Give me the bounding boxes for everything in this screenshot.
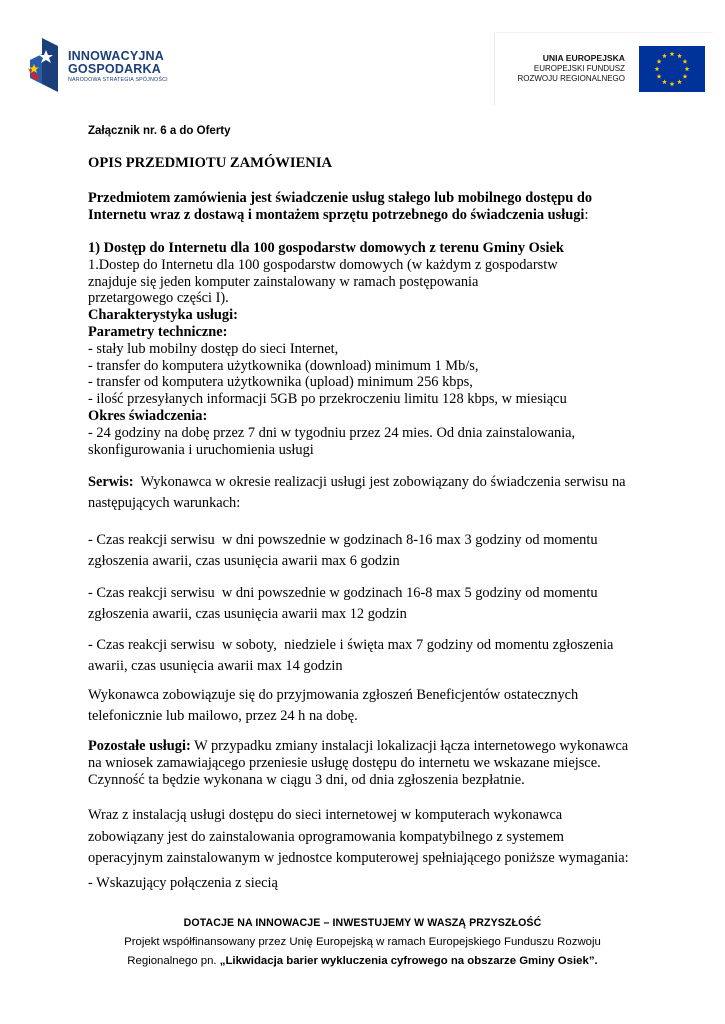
period-line1: - 24 godziny na dobę przez 7 dni w tygodniu przez 24 mies. Od dnia zainstalowania,: [88, 424, 576, 441]
ig-logo-mark-icon: [28, 38, 60, 92]
annex-label: Załącznik nr. 6 a do Oferty: [88, 125, 231, 137]
eu-flag-icon: [639, 46, 705, 92]
condition2-line1: - Czas reakcji serwisu w dni powszednie w godzinach 16-8 max 5 godziny od momentu: [88, 585, 598, 601]
requirement-item: - Wskazujący połączenia z siecią: [88, 875, 278, 891]
install-line3: operacyjnym zainstalowanym w jednostce komputerowej spełniającego poniższe wymagania:: [88, 850, 629, 866]
intro-bold-text: Przedmiotem zamówienia jest świadczenie usług stałego lub mobilnego dostępu do Internetu wraz z dostawą i montażem sprzętu potrzebnego do świadczenia usługi: [88, 190, 593, 223]
param-item: - ilość przesyłanych informacji 5GB po przekroczeniu limitu 128 kbps, w miesiącu: [88, 391, 567, 408]
page-footer: [0, 916, 725, 971]
logo-line-strategia: NARODOWA STRATEGIA SPÓJNOŚCI: [68, 77, 168, 83]
condition3-line1: - Czas reakcji serwisu w soboty, niedziele i święta max 7 godziny od momentu zgłoszenia: [88, 637, 614, 653]
acceptance-line1: Wykonawca zobowiązuje się do przyjmowania zgłoszeń Beneficjentów ostatecznych: [88, 687, 579, 703]
period-heading: Okres świadczenia:: [88, 407, 208, 424]
eu-logo-regional: ROZWOJU REGIONALNEGO: [517, 74, 625, 83]
footer-slogan: DOTACJE NA INNOWACJE – INWESTUJEMY W WASZĄ PRZYSZŁOŚĆ: [183, 917, 542, 929]
install-line1: Wraz z instalacją usługi dostępu do sieci internetowej w komputerach wykonawca: [88, 807, 563, 823]
logo-line-gospodarka: GOSPODARKA: [68, 62, 161, 76]
service-condition-1: [88, 530, 648, 572]
intro-tail: :: [584, 206, 589, 223]
installation-paragraph: [88, 805, 648, 870]
other-line1: W przypadku zmiany instalacji lokalizacji łącza internetowego wykonawca: [190, 738, 629, 754]
acceptance-line2: telefonicznie lub mailowo, przez 24 h na dobę.: [88, 708, 358, 724]
eu-logo-fund: EUROPEJSKI FUNDUSZ: [533, 64, 625, 73]
service-line2: następujących warunkach:: [88, 495, 241, 511]
param-item: - transfer od komputera użytkownika (upload) minimum 256 kbps,: [88, 374, 473, 391]
section1-line1: 1.Dostep do Internetu dla 100 gospodarstw domowych (w każdym z gospodarstw: [88, 256, 558, 273]
params-heading: Parametry techniczne:: [88, 323, 228, 340]
eu-logo: [494, 32, 713, 105]
logo-line-innowacyjna: INNOWACYJNA: [68, 49, 164, 63]
characteristics-heading: Charakterystyka usługi:: [88, 307, 238, 324]
requirements-list: [88, 875, 648, 892]
service-line1: Wykonawca w okresie realizacji usługi jest zobowiązany do świadczenia serwisu na: [133, 474, 626, 490]
section1: [88, 240, 648, 458]
condition1-line2: zgłoszenia awarii, czas usunięcia awarii max 6 godzin: [88, 553, 400, 569]
section1-heading: 1) Dostęp do Internetu dla 100 gospodarstw domowych z terenu Gminy Osiek: [88, 240, 564, 256]
footer-project-title: „Likwidacja barier wykluczenia cyfrowego na obszarze Gminy Osiek”.: [219, 955, 598, 967]
other-services-label: Pozostałe usługi:: [88, 738, 191, 754]
install-line2: zobowiązany jest do zainstalowania oprogramowania kompatybilnego z systemem: [88, 828, 564, 845]
page-title: OPIS PRZEDMIOTU ZAMÓWIENIA: [88, 155, 333, 171]
section1-line2: znajduje się jeden komputer zainstalowany w ramach postępowania: [88, 273, 479, 290]
service-condition-2: [88, 583, 648, 625]
footer-project-prefix: Regionalnego pn.: [127, 955, 220, 967]
acceptance-paragraph: [88, 685, 648, 727]
param-item: - transfer do komputera użytkownika (download) minimum 1 Mb/s,: [88, 357, 479, 374]
service-condition-3: [88, 635, 648, 677]
section1-line3: przetargowego części I).: [88, 290, 229, 307]
param-item: - stały lub mobilny dostęp do sieci Internet,: [88, 340, 339, 357]
footer-cofinancing: Projekt współfinansowany przez Unię Europejską w ramach Europejskiego Funduszu Rozwoju: [124, 936, 601, 948]
other-line3: Czynność ta będzie wykonana w ciągu 3 dni, od dnia zgłoszenia bezpłatnie.: [88, 771, 525, 788]
service-paragraph: [88, 472, 648, 514]
innowacyjna-gospodarka-logo: [28, 38, 198, 94]
condition2-line2: zgłoszenia awarii, czas usunięcia awarii max 12 godzin: [88, 606, 407, 622]
service-label: Serwis:: [88, 474, 134, 490]
other-services-paragraph: [88, 738, 648, 788]
condition3-line2: awarii, czas usunięcia awarii max 14 godzin: [88, 658, 343, 674]
condition1-line1: - Czas reakcji serwisu w dni powszednie w godzinach 8-16 max 3 godziny od momentu: [88, 532, 598, 548]
other-line2: na wniosek zamawiającego przeniesie usługę dostępu do internetu we wskazane miejsce.: [88, 754, 601, 771]
eu-logo-title: UNIA EUROPEJSKA: [542, 53, 625, 63]
footer-project-name: [0, 952, 725, 971]
intro-paragraph: [88, 190, 648, 224]
period-line2: skonfigurowania i uruchomienia usługi: [88, 441, 314, 458]
